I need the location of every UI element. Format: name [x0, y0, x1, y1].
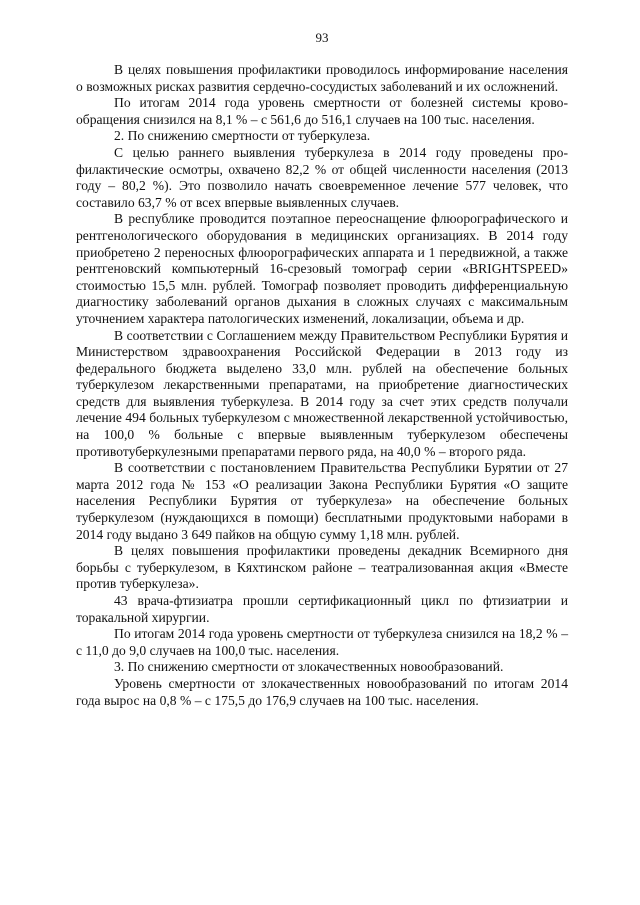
paragraph-prevention-info: В целях повышения профилактики проводилось информирование населения о возможных рисках развития сердечно-сосудистых заболеваний и их осложнений.: [76, 62, 568, 94]
page-number: 93: [315, 30, 329, 45]
section-heading-neoplasms: 3. По снижению смертности от злокачественных новообразований.: [114, 659, 504, 675]
document-page: [76, 30, 568, 709]
paragraph-phthisiatricians: 43 врача-фтизиатра прошли сертификационный цикл по фтизиатрии и торакальной хирургии.: [76, 593, 568, 625]
paragraph-equipment: В республике проводится поэтапное переоснащение флюорографического и рентгенологического оборудования в медицинских организациях. В 2014 году приобретено 2 переносных флюорографических аппарата и 1 передвижной, а также рентгеновский компьютерный 16-срезовый томограф серии «BRIGHTSPEED» стоимостью 15,5 млн. рублей. Томограф позволяет проводить дифференциальную диагностику заболеваний органов дыхания в сложных случаях с максимальным уточнением характера патологических изменений, локализации, объема и др.: [76, 211, 568, 326]
paragraph-tb-awareness: В целях повышения профилактики проведены декадник Всемирного дня борьбы с туберкулезом, в Кяхтинском районе – театрализованная акция «Вместе против туберкулеза».: [76, 543, 568, 592]
paragraph-neoplasm-mortality: Уровень смертности от злокачественных новообразований по итогам 2014 года вырос на 0,8 % – с 175,5 до 176,9 случаев на 100 тыс. населения.: [76, 675, 568, 708]
paragraph-government-decree: В соответствии с постановлением Правительства Республики Бурятии от 27 марта 2012 года № 153 «О реализации Закона Республики Бурятия «О защите населения Республики Бурятия от туберкулеза» на обеспечение больных туберкулезом (нуждающихся в помощи) бесплатными продуктовыми наборами в 2014 году выдано 3 649 пайков на общую сумму 1,18 млн. рублей.: [76, 460, 568, 542]
paragraph-tb-mortality: По итогам 2014 года уровень смертности от туберкулеза снизился на 18,2 % – с 11,0 до 9,0 случаев на 100,0 тыс. населения.: [76, 626, 568, 658]
paragraph-circulatory-mortality: По итогам 2014 года уровень смертности от болезней системы кровообращения снизился на 8,1 % – с 561,6 до 516,1 случаев на 100 тыс. населения.: [76, 95, 568, 127]
section-heading-tuberculosis: 2. По снижению смертности от туберкулеза.: [114, 128, 371, 144]
paragraph-federal-agreement: В соответствии с Соглашением между Правительством Республики Бурятия и Министерством здравоохранения Российской Федерации в 2013 году из федерального бюджета выделено 33,0 млн. рублей на обеспечение больных туберкулезом лекарственными препаратами, на приобретение диагностических средств для выявления туберкулеза. В 2014 году за счет этих средств получали лечение 494 больных туберкулезом с множественной лекарственной устойчивостью, на 100,0 % больные с впервые выявленным туберкулезом обеспечены противотуберкулезными препаратами первого ряда, на 40,0 % – второго ряда.: [76, 327, 568, 459]
paragraph-tb-screening: С целью раннего выявления туберкулеза в 2014 году проведены профилактические осмотры, охвачено 82,2 % от общей численности населения (2013 году – 80,2 %). Это позволило начать своевременное лечение 577 человек, что составило 63,7 % от всех впервые выявленных случаев.: [76, 144, 568, 210]
